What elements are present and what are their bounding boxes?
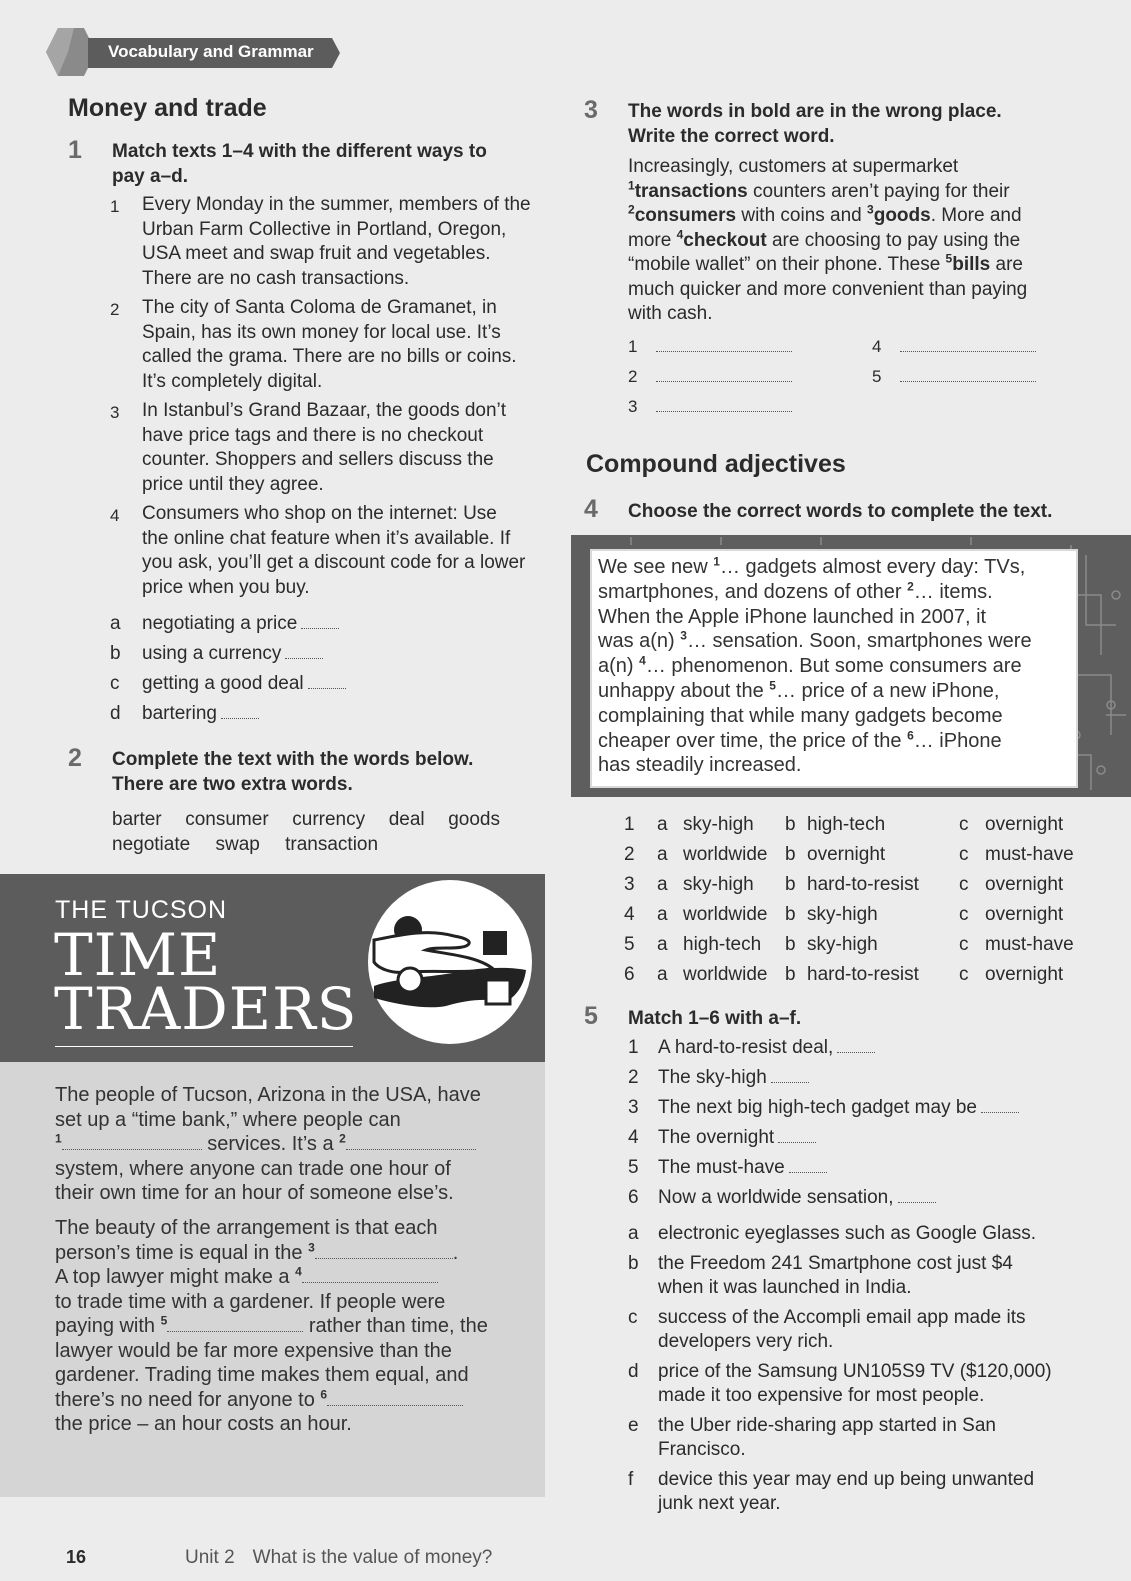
q4-line: [598, 654, 1070, 679]
gap-number-3: 3: [308, 1239, 315, 1254]
q3-answer-5: [872, 365, 1036, 390]
answer-letter: b: [628, 1252, 639, 1274]
text-line: The city of Santa Coloma de Gramanet, in: [142, 297, 497, 318]
item-number: 3: [628, 1097, 639, 1118]
item-number: 4: [628, 1127, 639, 1148]
article-line: gardener. Trading time makes them equal, and: [55, 1364, 469, 1386]
answer-letter: a: [628, 1223, 639, 1244]
answer-text: [658, 1414, 996, 1463]
q3-text: are choosing to pay using the: [766, 229, 1021, 251]
text-line: when it was launched in India.: [658, 1277, 912, 1298]
option-b[interactable]: hard-to-resist: [807, 874, 919, 895]
text-line: counter. Shoppers and sellers discuss the: [142, 449, 494, 470]
text-line: the Freedom 241 Smartphone cost just $4: [658, 1252, 1013, 1274]
item-number: 5: [628, 1157, 639, 1178]
option-b[interactable]: high-tech: [807, 814, 886, 835]
item-number: 1: [628, 1037, 639, 1058]
q5-answer: [628, 1222, 1098, 1247]
q1-option: [110, 672, 346, 702]
q4-option-row: [624, 960, 1085, 990]
text-line: USA meet and swap fruit and vegetables.: [142, 243, 491, 264]
option-a[interactable]: sky-high: [683, 874, 754, 895]
article-line-gap-3: [55, 1241, 515, 1266]
option-b[interactable]: sky-high: [807, 934, 878, 955]
answer-number: 3: [628, 397, 638, 416]
q3-text: “mobile wallet” on their phone. These: [628, 254, 946, 275]
word-negotiate: negotiate: [112, 834, 191, 855]
q4-text: … price of a new iPhone,: [775, 679, 1000, 702]
q4-line: [598, 629, 1070, 654]
article-text: rather than time, the: [303, 1315, 488, 1337]
unit-title: What is the value of money?: [252, 1547, 493, 1568]
question-3-instruction-line2: Write the correct word.: [628, 126, 835, 147]
answer-letter: c: [628, 1306, 638, 1328]
article-paragraph-1: [55, 1083, 515, 1206]
word-deal: deal: [388, 809, 425, 830]
option-letter-c: c: [959, 874, 969, 895]
answer-number: 5: [872, 367, 882, 386]
q4-text: a(n): [598, 655, 640, 678]
text-line: price of the Samsung UN105S9 TV ($120,000): [658, 1360, 1052, 1382]
option-letter-c: c: [959, 814, 969, 835]
q1-text-item: [110, 399, 550, 497]
q5-item: [628, 1096, 1019, 1126]
article-line: The people of Tucson, Arizona in the USA, have: [55, 1084, 481, 1106]
option-c[interactable]: overnight: [985, 814, 1064, 835]
answer-blank[interactable]: [837, 1038, 875, 1053]
gap-4-blank[interactable]: [302, 1268, 438, 1283]
answer-blank[interactable]: [900, 337, 1036, 352]
text-line: the Uber ride-sharing app started in San: [658, 1414, 996, 1436]
option-b[interactable]: hard-to-resist: [807, 964, 919, 985]
q4-text: … phenomenon. But some consumers are: [645, 655, 1022, 678]
gap-2-blank[interactable]: [346, 1135, 476, 1150]
article-line: The beauty of the arrangement is that each: [55, 1217, 438, 1239]
text-line: Spain, has its own money for local use. It’s: [142, 321, 501, 343]
text-line: device this year may end up being unwanted: [658, 1468, 1035, 1490]
q5-item: [628, 1186, 1019, 1216]
article-line: set up a “time bank,” where people can: [55, 1108, 401, 1131]
option-letter-c: c: [959, 844, 969, 865]
gap-number: 5: [769, 678, 776, 693]
q4-line: [598, 753, 1070, 778]
q1-text-item: [110, 502, 550, 600]
q1-text-item: [110, 296, 550, 394]
text-line: price when you buy.: [142, 576, 310, 598]
q1-options: [110, 612, 346, 732]
gap-number-4: 4: [295, 1264, 302, 1279]
q4-text: has steadily increased.: [598, 754, 802, 777]
item-text: The overnight: [658, 1127, 775, 1148]
option-text: getting a good deal: [142, 673, 304, 694]
item-text: The must-have: [658, 1157, 785, 1178]
answer-blank[interactable]: [789, 1158, 827, 1173]
footer-unit: [185, 1547, 492, 1569]
text-line: Every Monday in the summer, members of the: [142, 194, 531, 215]
q1-option: [110, 612, 346, 642]
q1-option: [110, 702, 346, 732]
article-line-gaps-1-2: [55, 1132, 515, 1157]
gap-1-blank[interactable]: [62, 1135, 202, 1150]
article-line-gap-5: [55, 1314, 515, 1339]
article-title-rule: [55, 1046, 353, 1047]
item-number: 2: [628, 1067, 639, 1088]
item-text: The next big high-tech gadget may be: [658, 1097, 977, 1118]
q5-item: [628, 1066, 1019, 1096]
option-number: 1: [624, 814, 635, 835]
text-line: Urban Farm Collective in Portland, Oregon,: [142, 218, 507, 240]
q3-line: [628, 229, 1068, 254]
item-text: Now a worldwide sensation,: [658, 1187, 894, 1208]
q4-line: [598, 555, 1070, 580]
q3-text: more: [628, 229, 677, 251]
text-line: success of the Accompli email app made its: [658, 1306, 1026, 1328]
q4-line: [598, 729, 1070, 754]
bold-word: consumers: [634, 205, 737, 226]
option-letter-a: a: [657, 964, 668, 985]
question-3-text: [628, 155, 1068, 327]
answer-text: [658, 1360, 1052, 1409]
q3-answer-2: [628, 365, 792, 390]
option-text: negotiating a price: [142, 613, 298, 634]
option-c[interactable]: overnight: [985, 964, 1064, 985]
article-line-gap-6: [55, 1388, 515, 1413]
q4-text: … items.: [913, 580, 993, 603]
answer-number: 4: [872, 337, 882, 356]
option-c[interactable]: overnight: [985, 904, 1064, 925]
word-currency: currency: [292, 809, 366, 830]
q4-option-row: [624, 840, 1085, 870]
article-text: there’s no need for anyone to: [55, 1388, 321, 1411]
gap-number: 4: [639, 653, 646, 668]
unit-label: Unit 2: [185, 1547, 235, 1568]
q5-answers: [628, 1222, 1098, 1522]
answer-blank[interactable]: [301, 614, 339, 629]
text-line: Francisco.: [658, 1439, 746, 1460]
question-2-instruction-line2: There are two extra words.: [112, 774, 353, 795]
answer-blank[interactable]: [308, 674, 346, 689]
q3-text: . More and: [930, 205, 1022, 226]
option-letter: d: [110, 703, 121, 724]
option-number: 4: [624, 904, 635, 925]
q4-text: We see new: [598, 556, 714, 578]
q5-item: [628, 1036, 1019, 1066]
q4-option-row: [624, 900, 1085, 930]
option-number: 6: [624, 964, 635, 985]
option-letter: c: [110, 673, 120, 694]
item-number: 3: [867, 202, 874, 217]
option-c[interactable]: must-have: [985, 844, 1074, 865]
option-text: bartering: [142, 703, 217, 724]
article-title-traders: TRADERS: [54, 975, 358, 1043]
q5-items: [628, 1036, 1019, 1216]
bold-word: bills: [952, 254, 991, 275]
option-letter-a: a: [657, 934, 668, 955]
article-text: services. It’s a: [201, 1133, 340, 1155]
q3-line: [628, 204, 1068, 229]
item-number: 5: [945, 251, 953, 266]
answer-text: [658, 1306, 1026, 1355]
item-number: 2: [628, 202, 635, 217]
q4-text: … iPhone: [913, 729, 1002, 752]
q5-item: [628, 1126, 1019, 1156]
option-letter-a: a: [657, 844, 668, 865]
option-a[interactable]: worldwide: [683, 904, 768, 925]
option-number: 3: [624, 874, 635, 895]
word-box-line1: [112, 808, 500, 833]
question-number-2: 2: [68, 744, 82, 772]
option-letter-b: b: [785, 874, 796, 895]
q3-line: [628, 180, 1068, 205]
item-text: The sky-high: [658, 1067, 767, 1088]
q1-option: [110, 642, 346, 672]
q4-text: When the Apple iPhone launched in 2007, it: [598, 605, 987, 628]
text-line: called the grama. There are no bills or coins.: [142, 346, 517, 367]
section-title-money: Money and trade: [68, 94, 267, 122]
item-text: [142, 399, 506, 497]
answer-letter: e: [628, 1414, 639, 1436]
option-letter-c: c: [959, 934, 969, 955]
article-title-time: TIME: [54, 921, 222, 989]
q4-line: [598, 679, 1070, 704]
gap-number-2: 2: [339, 1131, 346, 1146]
word-transaction: transaction: [285, 834, 379, 855]
item-text: [142, 296, 517, 394]
option-a[interactable]: worldwide: [683, 964, 768, 985]
gap-number: 2: [907, 579, 914, 594]
question-5-instruction: Match 1–6 with a–f.: [628, 1008, 802, 1029]
item-number: 4: [110, 506, 120, 525]
text-line: you ask, you’ll get a discount code for a lower: [142, 552, 526, 573]
gap-number-1: 1: [55, 1131, 62, 1146]
text-line: junk next year.: [658, 1493, 781, 1514]
section-tag-label: Vocabulary and Grammar: [108, 42, 314, 61]
article-line: lawyer would be far more expensive than the: [55, 1339, 452, 1362]
option-letter-b: b: [785, 934, 796, 955]
q3-answer-4: [872, 335, 1036, 360]
q3-line: [628, 253, 1068, 278]
gap-number: 6: [907, 727, 914, 742]
option-text: using a currency: [142, 643, 282, 664]
answer-number: 2: [628, 367, 638, 386]
option-letter: b: [110, 643, 121, 664]
page-number: 16: [66, 1547, 87, 1567]
answer-blank[interactable]: [285, 644, 323, 659]
article-line: to trade time with a gardener. If people were: [55, 1290, 446, 1313]
hands-trading-icon: [366, 878, 534, 1046]
q3-line: with cash.: [628, 303, 713, 324]
article-line: the price – an hour costs an hour.: [55, 1413, 352, 1435]
article-line: their own time for an hour of someone else’s.: [55, 1182, 454, 1204]
q4-text: cheaper over time, the price of the: [598, 729, 908, 752]
gap-number: 1: [713, 554, 720, 569]
option-letter: a: [110, 613, 121, 634]
answer-blank[interactable]: [221, 704, 259, 719]
q4-text-box: [590, 549, 1078, 788]
article-text: .: [452, 1241, 459, 1264]
option-b[interactable]: sky-high: [807, 904, 878, 925]
text-line: made it too expensive for most people.: [658, 1385, 985, 1406]
word-goods: goods: [448, 809, 500, 830]
answer-letter: f: [628, 1468, 634, 1490]
q4-text: smartphones, and dozens of other: [598, 580, 908, 603]
question-number-1: 1: [68, 136, 82, 164]
q3-answer-1: [628, 335, 792, 360]
option-number: 5: [624, 934, 635, 955]
option-a[interactable]: high-tech: [683, 934, 762, 955]
section-title-compound: Compound adjectives: [586, 450, 846, 478]
bold-word: transactions: [634, 180, 748, 202]
answer-letter: d: [628, 1360, 639, 1382]
answer-blank[interactable]: [656, 337, 792, 352]
question-number-5: 5: [584, 1002, 598, 1030]
word-box-line2: [112, 833, 378, 858]
answer-text: [658, 1468, 1034, 1517]
text-line: There are no cash transactions.: [142, 267, 410, 289]
option-letter-b: b: [785, 904, 796, 925]
q4-line: [598, 605, 1070, 630]
q5-answer: [628, 1468, 1098, 1517]
q1-texts: [110, 193, 550, 605]
text-line: electronic eyeglasses such as Google Glass.: [658, 1223, 1037, 1244]
gap-number-6: 6: [320, 1386, 328, 1401]
text-line: the online chat feature when it’s available. If: [142, 527, 511, 549]
question-2-instruction-line1: Complete the text with the words below.: [112, 749, 474, 770]
article-text: person’s time is equal in the: [55, 1241, 309, 1264]
gap-number-5: 5: [160, 1313, 168, 1328]
text-line: Consumers who shop on the internet: Use: [142, 503, 497, 524]
q1-text-item: [110, 193, 550, 291]
q3-line: Increasingly, customers at supermarket: [628, 156, 959, 177]
option-letter-b: b: [785, 814, 796, 835]
q4-text: was a(n): [598, 630, 681, 653]
option-number: 2: [624, 844, 635, 865]
option-letter-a: a: [657, 814, 668, 835]
item-number: 6: [628, 1187, 639, 1208]
item-number: 1: [110, 197, 120, 216]
answer-number: 1: [628, 337, 638, 356]
q4-option-row: [624, 810, 1085, 840]
q3-text: counters aren’t paying for their: [747, 180, 1010, 202]
question-3-instruction-line1: The words in bold are in the wrong place.: [628, 101, 1002, 122]
answer-blank[interactable]: [771, 1068, 809, 1083]
item-number: 2: [110, 300, 120, 319]
article-line: system, where anyone can trade one hour of: [55, 1157, 451, 1180]
q3-answer-3: [628, 395, 792, 420]
q5-answer: [628, 1252, 1098, 1301]
answer-blank[interactable]: [981, 1098, 1019, 1113]
q5-answer: [628, 1414, 1098, 1463]
item-number: 4: [676, 227, 684, 242]
word-barter: barter: [112, 809, 162, 830]
article-text: paying with: [55, 1315, 161, 1337]
q3-text: with coins and: [736, 205, 868, 226]
q4-line: [598, 704, 1070, 729]
answer-blank[interactable]: [656, 367, 792, 382]
q4-option-row: [624, 930, 1085, 960]
option-letter-c: c: [959, 964, 969, 985]
article-text: A top lawyer might make a: [55, 1266, 296, 1288]
article-line-gap-4: [55, 1265, 515, 1290]
gap-5-blank[interactable]: [167, 1317, 303, 1332]
q4-text: complaining that while many gadgets become: [598, 704, 1003, 727]
text-line: developers very rich.: [658, 1331, 834, 1352]
answer-text: [658, 1222, 1036, 1247]
option-a[interactable]: sky-high: [683, 814, 754, 835]
option-c[interactable]: overnight: [985, 874, 1064, 895]
item-number: 1: [628, 178, 635, 193]
q4-line: [598, 580, 1070, 605]
word-swap: swap: [215, 834, 260, 855]
gap-3-blank[interactable]: [315, 1244, 453, 1259]
bold-word: goods: [873, 205, 931, 226]
option-letter-b: b: [785, 964, 796, 985]
word-consumer: consumer: [185, 809, 269, 830]
option-letter-a: a: [657, 874, 668, 895]
answer-blank[interactable]: [900, 367, 1036, 382]
question-number-3: 3: [584, 96, 598, 124]
option-letter-a: a: [657, 904, 668, 925]
option-a[interactable]: worldwide: [683, 844, 768, 865]
bold-word: checkout: [683, 229, 767, 251]
q4-text: … gadgets almost every day: TVs,: [719, 556, 1026, 578]
answer-blank[interactable]: [656, 397, 792, 412]
q4-text: unhappy about the: [598, 679, 770, 702]
q4-option-row: [624, 870, 1085, 900]
q4-text: … sensation. Soon, smartphones were: [686, 630, 1032, 653]
text-line: price until they agree.: [142, 473, 324, 495]
text-line: In Istanbul’s Grand Bazaar, the goods don’t: [142, 400, 507, 421]
answer-text: [658, 1252, 1013, 1301]
text-line: It’s completely digital.: [142, 370, 323, 392]
answer-blank[interactable]: [778, 1128, 816, 1143]
q3-text: are: [990, 254, 1023, 275]
option-b[interactable]: overnight: [807, 844, 886, 865]
option-c[interactable]: must-have: [985, 934, 1074, 955]
q5-answer: [628, 1306, 1098, 1355]
q5-item: [628, 1156, 1019, 1186]
article-kicker: THE TUCSON: [55, 896, 228, 924]
q3-line: much quicker and more convenient than paying: [628, 278, 1028, 300]
item-number: 3: [110, 403, 120, 422]
article-paragraph-2: [55, 1216, 515, 1437]
text-line: have price tags and there is no checkout: [142, 424, 484, 446]
option-letter-b: b: [785, 844, 796, 865]
answer-blank[interactable]: [898, 1188, 936, 1203]
question-1-instruction: Match texts 1–4 with the different ways to pay a–d.: [112, 141, 487, 187]
gap-number: 3: [680, 628, 687, 643]
q5-answer: [628, 1360, 1098, 1409]
item-text: [142, 502, 525, 600]
option-letter-c: c: [959, 904, 969, 925]
item-text: [142, 193, 531, 291]
question-number-4: 4: [584, 495, 598, 523]
item-text: A hard-to-resist deal,: [658, 1037, 834, 1058]
q4-options-table: [624, 810, 1085, 990]
question-4-instruction: Choose the correct words to complete the text.: [628, 501, 1053, 522]
gap-6-blank[interactable]: [327, 1391, 463, 1406]
